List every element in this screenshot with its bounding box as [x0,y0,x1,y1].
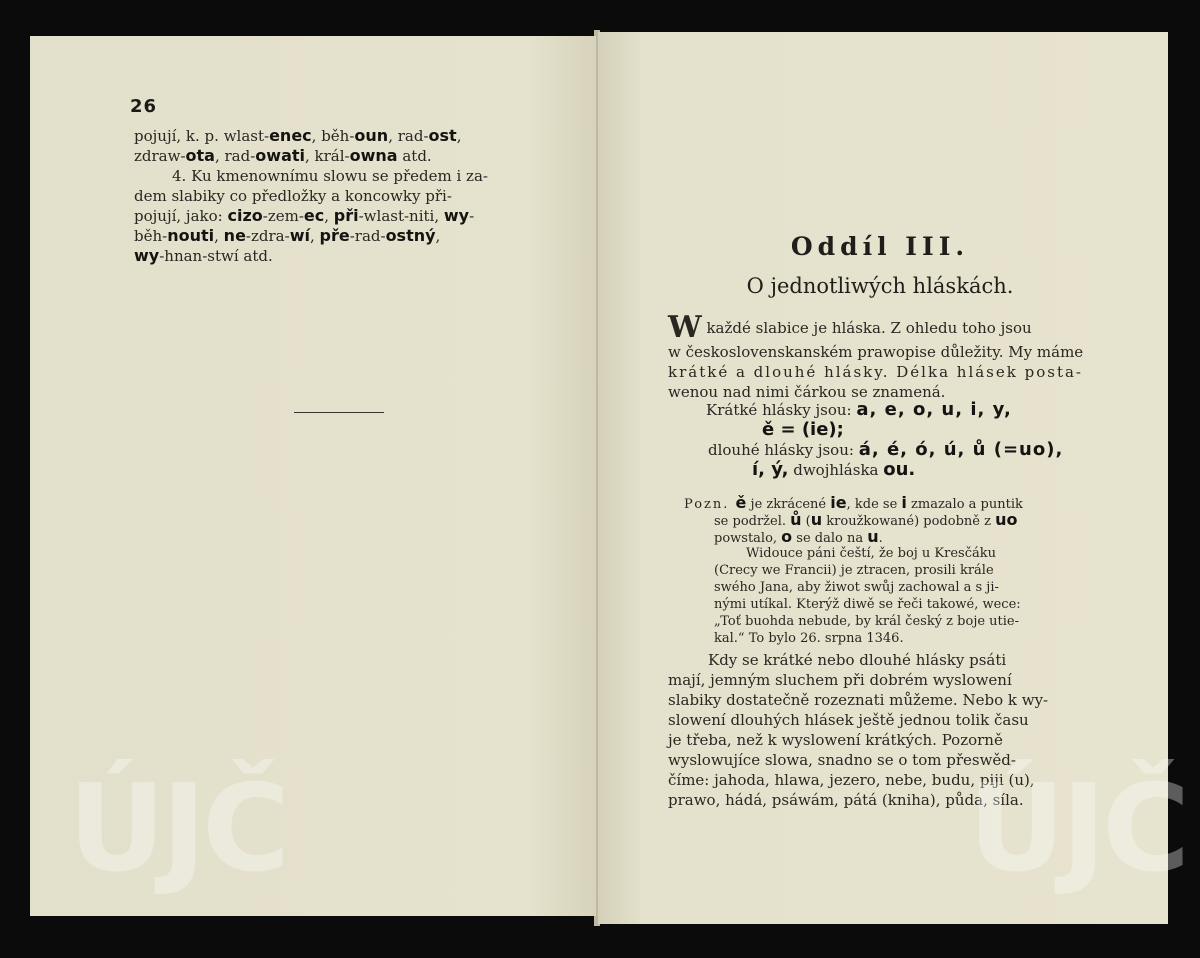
body-line-2: mají, jemným sluchem při dobrém wyslowení [668,671,1012,689]
watermark-left: ÚJČ [68,760,287,899]
note-line-5: (Crecy we Francii) je ztracen, prosili krále [714,563,994,578]
left-line-1: pojují, k. p. wlast-enec, běh-oun, rad-ost, [134,126,462,145]
note-line-2: se podržel. ů (u kroužkowané) podobně z uo [714,510,1018,529]
left-line-3: 4. Ku kmenownímu slowu se předem i za- [172,167,488,185]
short-vowels-line: Krátké hlásky jsou: a, e, o, u, i, y, [706,399,1012,420]
intro-line-4: wenou nad nimi čárkou se znamená. [668,383,946,401]
body-line-4: slowení dlouhých hlásek ještě jednou tolik času [668,711,1029,729]
short-extra-line: ě = (ie); [762,419,844,440]
section-divider [294,412,384,413]
intro-line-1: W každé slabice je hláska. Z ohledu toho jsou [668,310,1032,345]
left-line-5: pojují, jako: cizo-zem-ec, při-wlast-niti, wy- [134,206,475,225]
body-line-8: prawo, hádá, psáwám, pátá (kniha), půda, síla. [668,791,1024,809]
note-line-6: swého Jana, aby žiwot swůj zachowal a s ji- [714,580,999,595]
page-number: 26 [130,96,158,117]
watermark-right: ÚJČ [968,760,1187,899]
note-line-3: powstalo, o se dalo na u. [714,527,883,546]
section-subheading: O jednotliwých hláskách. [746,274,1014,298]
drop-cap: W [668,310,702,345]
left-line-7: wy-hnan-stwí atd. [134,246,273,265]
body-line-6: wyslowujíce slowa, snadno se o tom přeswěd- [668,751,1016,769]
section-heading: Oddíl III. [790,232,970,261]
note-line-8: „Toť buohda nebude, by král český z boje utie- [714,614,1020,629]
intro-line-3: krátké a dlouhé hlásky. Délka hlásek posta- [668,363,1083,381]
body-line-3: slabiky dostatečně rozeznati můžeme. Nebo k wy- [668,691,1049,709]
intro-line-2: w československanském prawopise důležity. My máme [668,343,1084,361]
left-line-4: dem slabiky co předložky a koncowky při- [134,187,452,205]
long-vowels-line: dlouhé hlásky jsou: á, é, ó, ú, ů (=uo), [708,439,1064,460]
long-extra-line: í, ý, dwojhláska ou. [752,459,916,480]
note-line-7: nými utíkal. Kterýž diwě se řeči takowé, wece: [714,597,1021,612]
note-line-1: Pozn. ě je zkrácené ie, kde se i zmazalo a puntik [684,493,1023,512]
body-line-1: Kdy se krátké nebo dlouhé hlásky psáti [708,651,1007,669]
body-line-5: je třeba, než k wyslowení krátkých. Pozorně [668,731,1003,749]
left-line-2: zdraw-ota, rad-owati, král-owna atd. [134,146,432,165]
note-line-4: Widouce páni čeští, že boj u Kresčáku [746,546,997,561]
left-line-6: běh-nouti, ne-zdra-wí, pře-rad-ostný, [134,226,441,245]
note-line-9: kal.“ To bylo 26. srpna 1346. [714,631,904,646]
body-line-7: číme: jahoda, hlawa, jezero, nebe, budu, piji (u), [668,771,1035,789]
